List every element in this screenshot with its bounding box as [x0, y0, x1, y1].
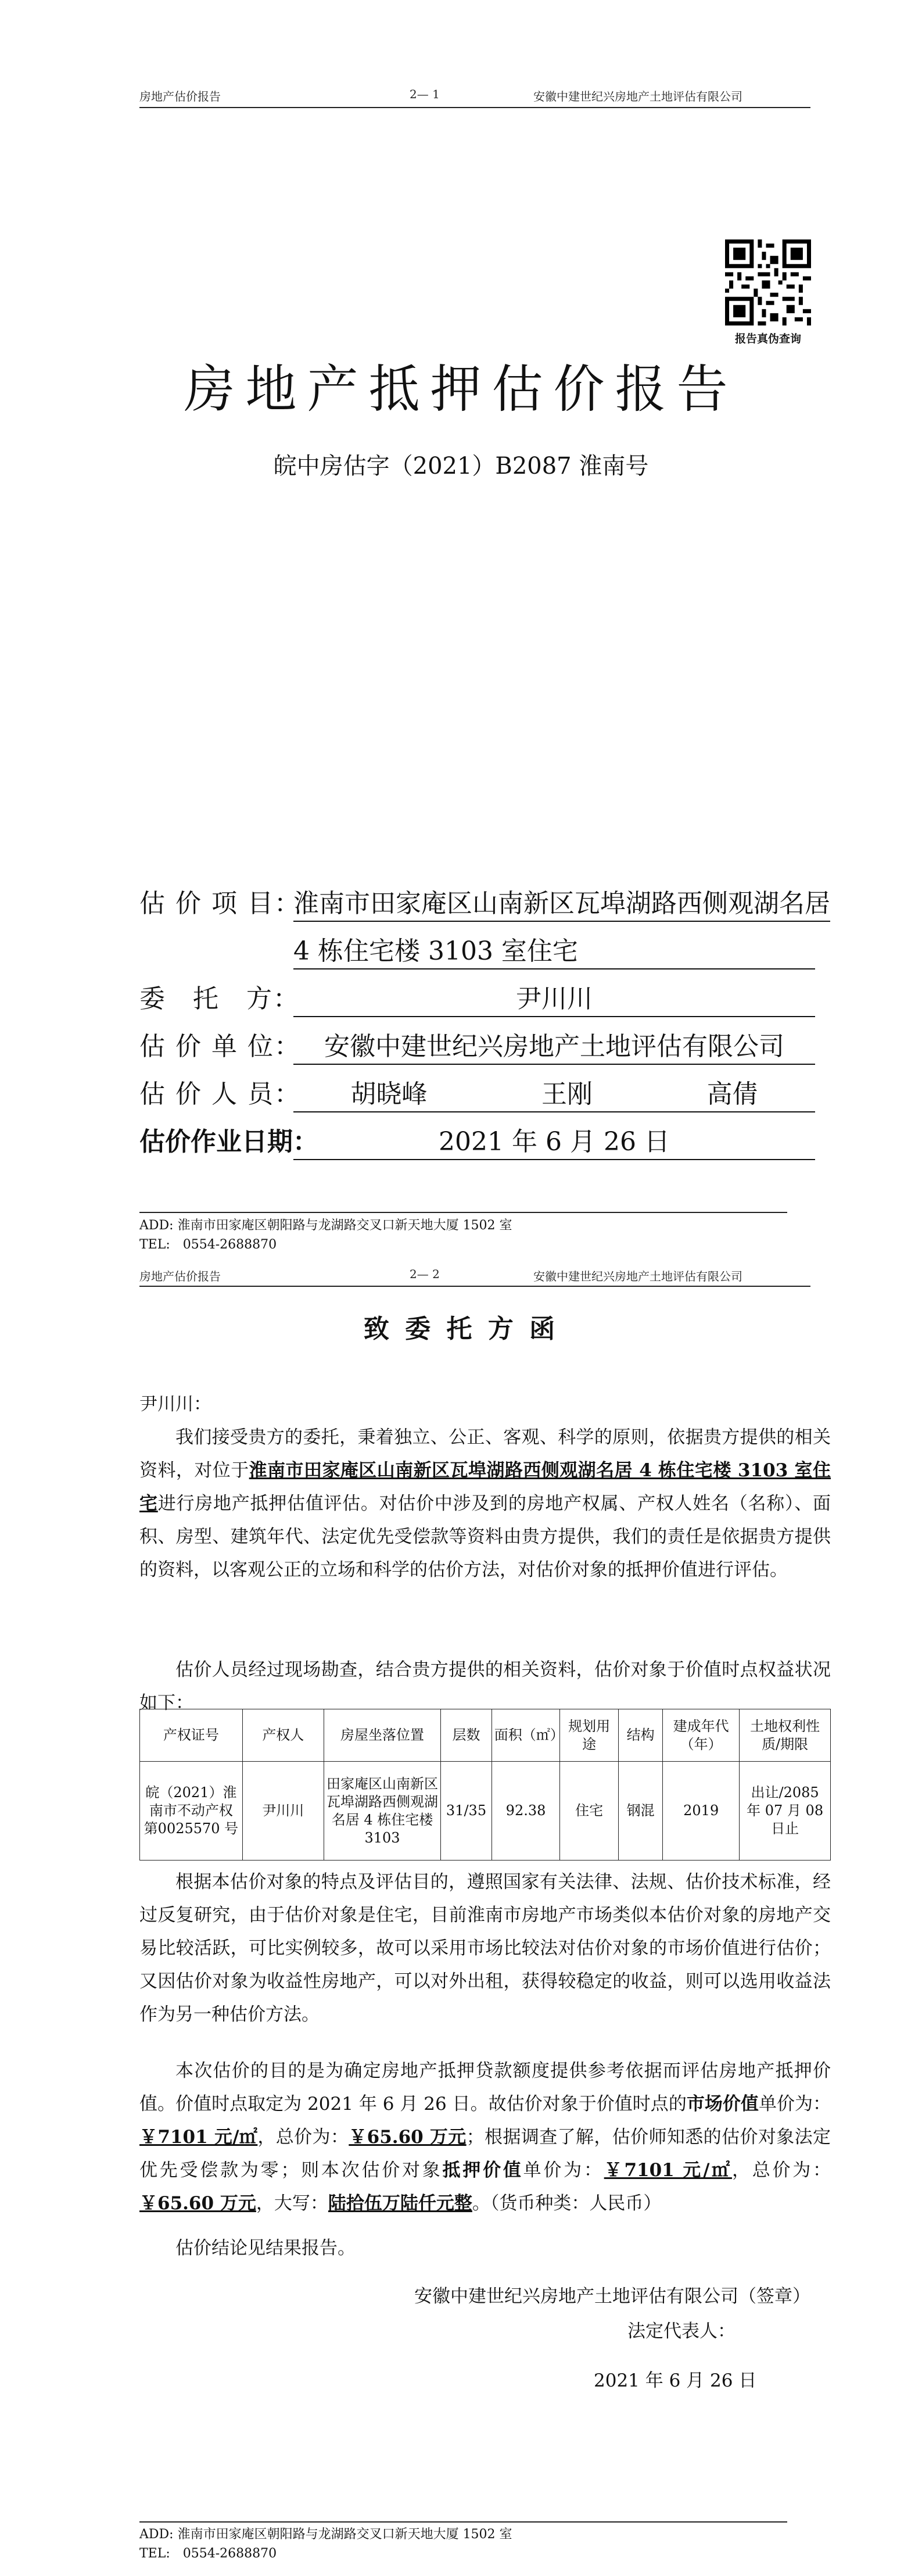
report-number: 皖中房估字（2021）B2087 淮南号: [273, 453, 649, 480]
conclusion-text: ；根据调查了解，估价师知悉的估价对象法定优先受偿款为零；则本次估价对象: [139, 2127, 831, 2181]
appraiser-org-value: 安徽中建世纪兴房地产土地评估有限公司: [293, 1025, 815, 1065]
table-row: [140, 1762, 831, 1861]
table-header-cell: 土地权利性质/期限: [740, 1709, 831, 1762]
table-header-cell: 规划用途: [560, 1709, 619, 1762]
field-client: [139, 978, 815, 1017]
page2-footer-address: ADD: 淮南市田家庵区朝阳路与龙湖路交叉口新天地大厦 1502 室: [139, 2527, 512, 2542]
letter-title: 致 委 托 方 函: [363, 1314, 559, 1344]
conclusion-text: 本次估价的目的是为确定房地产抵押贷款额度提供参考依据而评估房地产抵押价值。价值时点取定为 2021 年 6 月 26 日。故估价对象于价值时点的: [139, 2060, 831, 2115]
page2-header-left: 房地产估价报告: [139, 1269, 221, 1283]
mortgage-value-label: 抵押价值: [442, 2160, 523, 2181]
table-header-cell: 层数: [441, 1709, 492, 1762]
table-cell: 住宅: [560, 1762, 619, 1861]
page2-footer-tel: TEL: 0554-2688870: [139, 2546, 277, 2561]
appraiser-name: 胡晓峰: [350, 1079, 428, 1109]
work-date-value: 2021 年 6 月 26 日: [293, 1121, 815, 1160]
table-header-cell: 面积（㎡）: [492, 1709, 560, 1762]
page1-header-center: 2— 1: [410, 87, 440, 101]
commission-text-a: 我们接受贵方的委托，秉着独立、公正、客观、科学的原则，依据贵方提供的相关资料，对位于: [139, 1427, 831, 1481]
appraiser-name: 高倩: [706, 1079, 758, 1109]
conclusion-text: 。（货币种类：人民币）: [472, 2193, 662, 2214]
field-work-date: [139, 1121, 815, 1160]
paragraph-survey: 估价人员经过现场勘查，结合贵方提供的相关资料，估价对象于价值时点权益状况如下：: [139, 1659, 831, 1713]
table-cell: 皖（2021）淮南市不动产权第0025570 号: [140, 1762, 243, 1861]
table-cell: 92.38: [492, 1762, 560, 1861]
conclusion-text: ，总价为：: [257, 2127, 349, 2148]
signature-date: 2021 年 6 月 26 日: [594, 2370, 757, 2391]
table-cell: 31/35: [441, 1762, 492, 1861]
page1-header-right: 安徽中建世纪兴房地产土地评估有限公司: [533, 90, 742, 103]
paragraph-conclusion: [139, 2055, 831, 2220]
paragraph-commission: [139, 1421, 831, 1587]
field-appraiser-org: [139, 1025, 815, 1065]
table-header-cell: 结构: [619, 1709, 663, 1762]
client-value: 尹川川: [293, 978, 815, 1017]
page1-header-rule: [139, 107, 810, 108]
paragraph-see-result: 估价结论见结果报告。: [175, 2238, 356, 2259]
field-project: [139, 882, 830, 922]
page2-header-rule: [139, 1286, 810, 1287]
table-cell: 田家庵区山南新区瓦埠湖路西侧观湖名居 4 栋住宅楼 3103: [324, 1762, 440, 1861]
salutation: 尹川川：: [139, 1394, 211, 1415]
project-label: 估 价 项 目：: [139, 889, 301, 918]
mortgage-unit-price: ￥7101 元/㎡: [604, 2160, 732, 2181]
page2-header-right: 安徽中建世纪兴房地产土地评估有限公司: [533, 1269, 742, 1283]
table-cell: 出让/2085 年 07 月 08 日止: [740, 1762, 831, 1861]
property-address: 淮南市田家庵区山南新区瓦埠湖路西侧观湖名居 4 栋住宅楼 3103 室住宅: [139, 1460, 831, 1514]
qr-code-icon[interactable]: [725, 239, 811, 325]
conclusion-text: 单价为：: [758, 2094, 831, 2115]
mortgage-total-price: ￥65.60 万元: [139, 2193, 256, 2214]
table-cell: 2019: [663, 1762, 740, 1861]
table-header-cell: 产权证号: [140, 1709, 243, 1762]
conclusion-text: ，大写：: [256, 2193, 328, 2214]
project-value-line2: 4 栋住宅楼 3103 室住宅: [293, 930, 815, 969]
page2-footer-rule: [139, 2521, 787, 2523]
market-unit-price: ￥7101 元/㎡: [139, 2127, 258, 2148]
field-appraisers: [139, 1073, 815, 1112]
table-cell: 钢混: [619, 1762, 663, 1861]
paragraph-method: 根据本估价对象的特点及评估目的，遵照国家有关法律、法规、估价技术标准，经过反复研究，由于估价对象是住宅，目前淮南市房地产市场类似本估价对象的房地产交易比较活跃，可比实例较多，故可以采用市场比较法对估价对象的市场价值进行估价；又因估价对象为收益性房地产，可以对外出租，获得较稳定的收益，则可以选用收益法作为另一种估价方法。: [139, 1872, 831, 2025]
signature-rep: 法定代表人：: [627, 2321, 736, 2342]
appraisers-value: [293, 1073, 815, 1112]
amount-in-words: 陆拾伍万陆仟元整: [328, 2193, 472, 2214]
client-label: 委 托 方：: [139, 984, 300, 1014]
signature-company: 安徽中建世纪兴房地产土地评估有限公司（签章）: [414, 2286, 810, 2307]
table-header-cell: 房屋坐落位置: [324, 1709, 440, 1762]
project-value-line1: 淮南市田家庵区山南新区瓦埠湖路西侧观湖名居: [293, 882, 830, 922]
page1-footer-rule: [139, 1212, 787, 1213]
table-header-cell: 产权人: [242, 1709, 324, 1762]
appraisers-label: 估 价 人 员：: [139, 1079, 301, 1109]
appraiser-name: 王刚: [541, 1079, 593, 1109]
page1-footer-address: ADD: 淮南市田家庵区朝阳路与龙湖路交叉口新天地大厦 1502 室: [139, 1218, 512, 1233]
conclusion-text: ，总价为：: [731, 2160, 831, 2181]
work-date-label: 估价作业日期：: [139, 1127, 318, 1157]
qr-caption: 报告真伪查询: [734, 332, 801, 345]
page1-header-left: 房地产估价报告: [139, 90, 221, 103]
conclusion-text: 单价为：: [523, 2160, 604, 2181]
table-header-row: [140, 1709, 831, 1762]
market-value-label: 市场价值: [686, 2094, 759, 2115]
property-table: [139, 1709, 831, 1861]
market-total-price: ￥65.60 万元: [349, 2127, 467, 2148]
table-header-cell: 建成年代（年）: [663, 1709, 740, 1762]
appraiser-org-label: 估 价 单 位：: [139, 1032, 301, 1061]
field-project-line2: [293, 930, 815, 969]
commission-text-c: 进行房地产抵押估值评估。对估价中涉及到的房地产权属、产权人姓名（名称）、面积、房型、建筑年代、法定优先受偿款等资料由贵方提供，我们的责任是依据贵方提供的资料，以客观公正的立场和科学的估价方法，对估价对象的抵押价值进行评估。: [139, 1493, 831, 1580]
page1-footer-tel: TEL: 0554-2688870: [139, 1237, 277, 1252]
page2-header-center: 2— 2: [410, 1267, 440, 1281]
report-title: 房地产抵押估价报告: [184, 359, 738, 419]
table-cell: 尹川川: [242, 1762, 324, 1861]
